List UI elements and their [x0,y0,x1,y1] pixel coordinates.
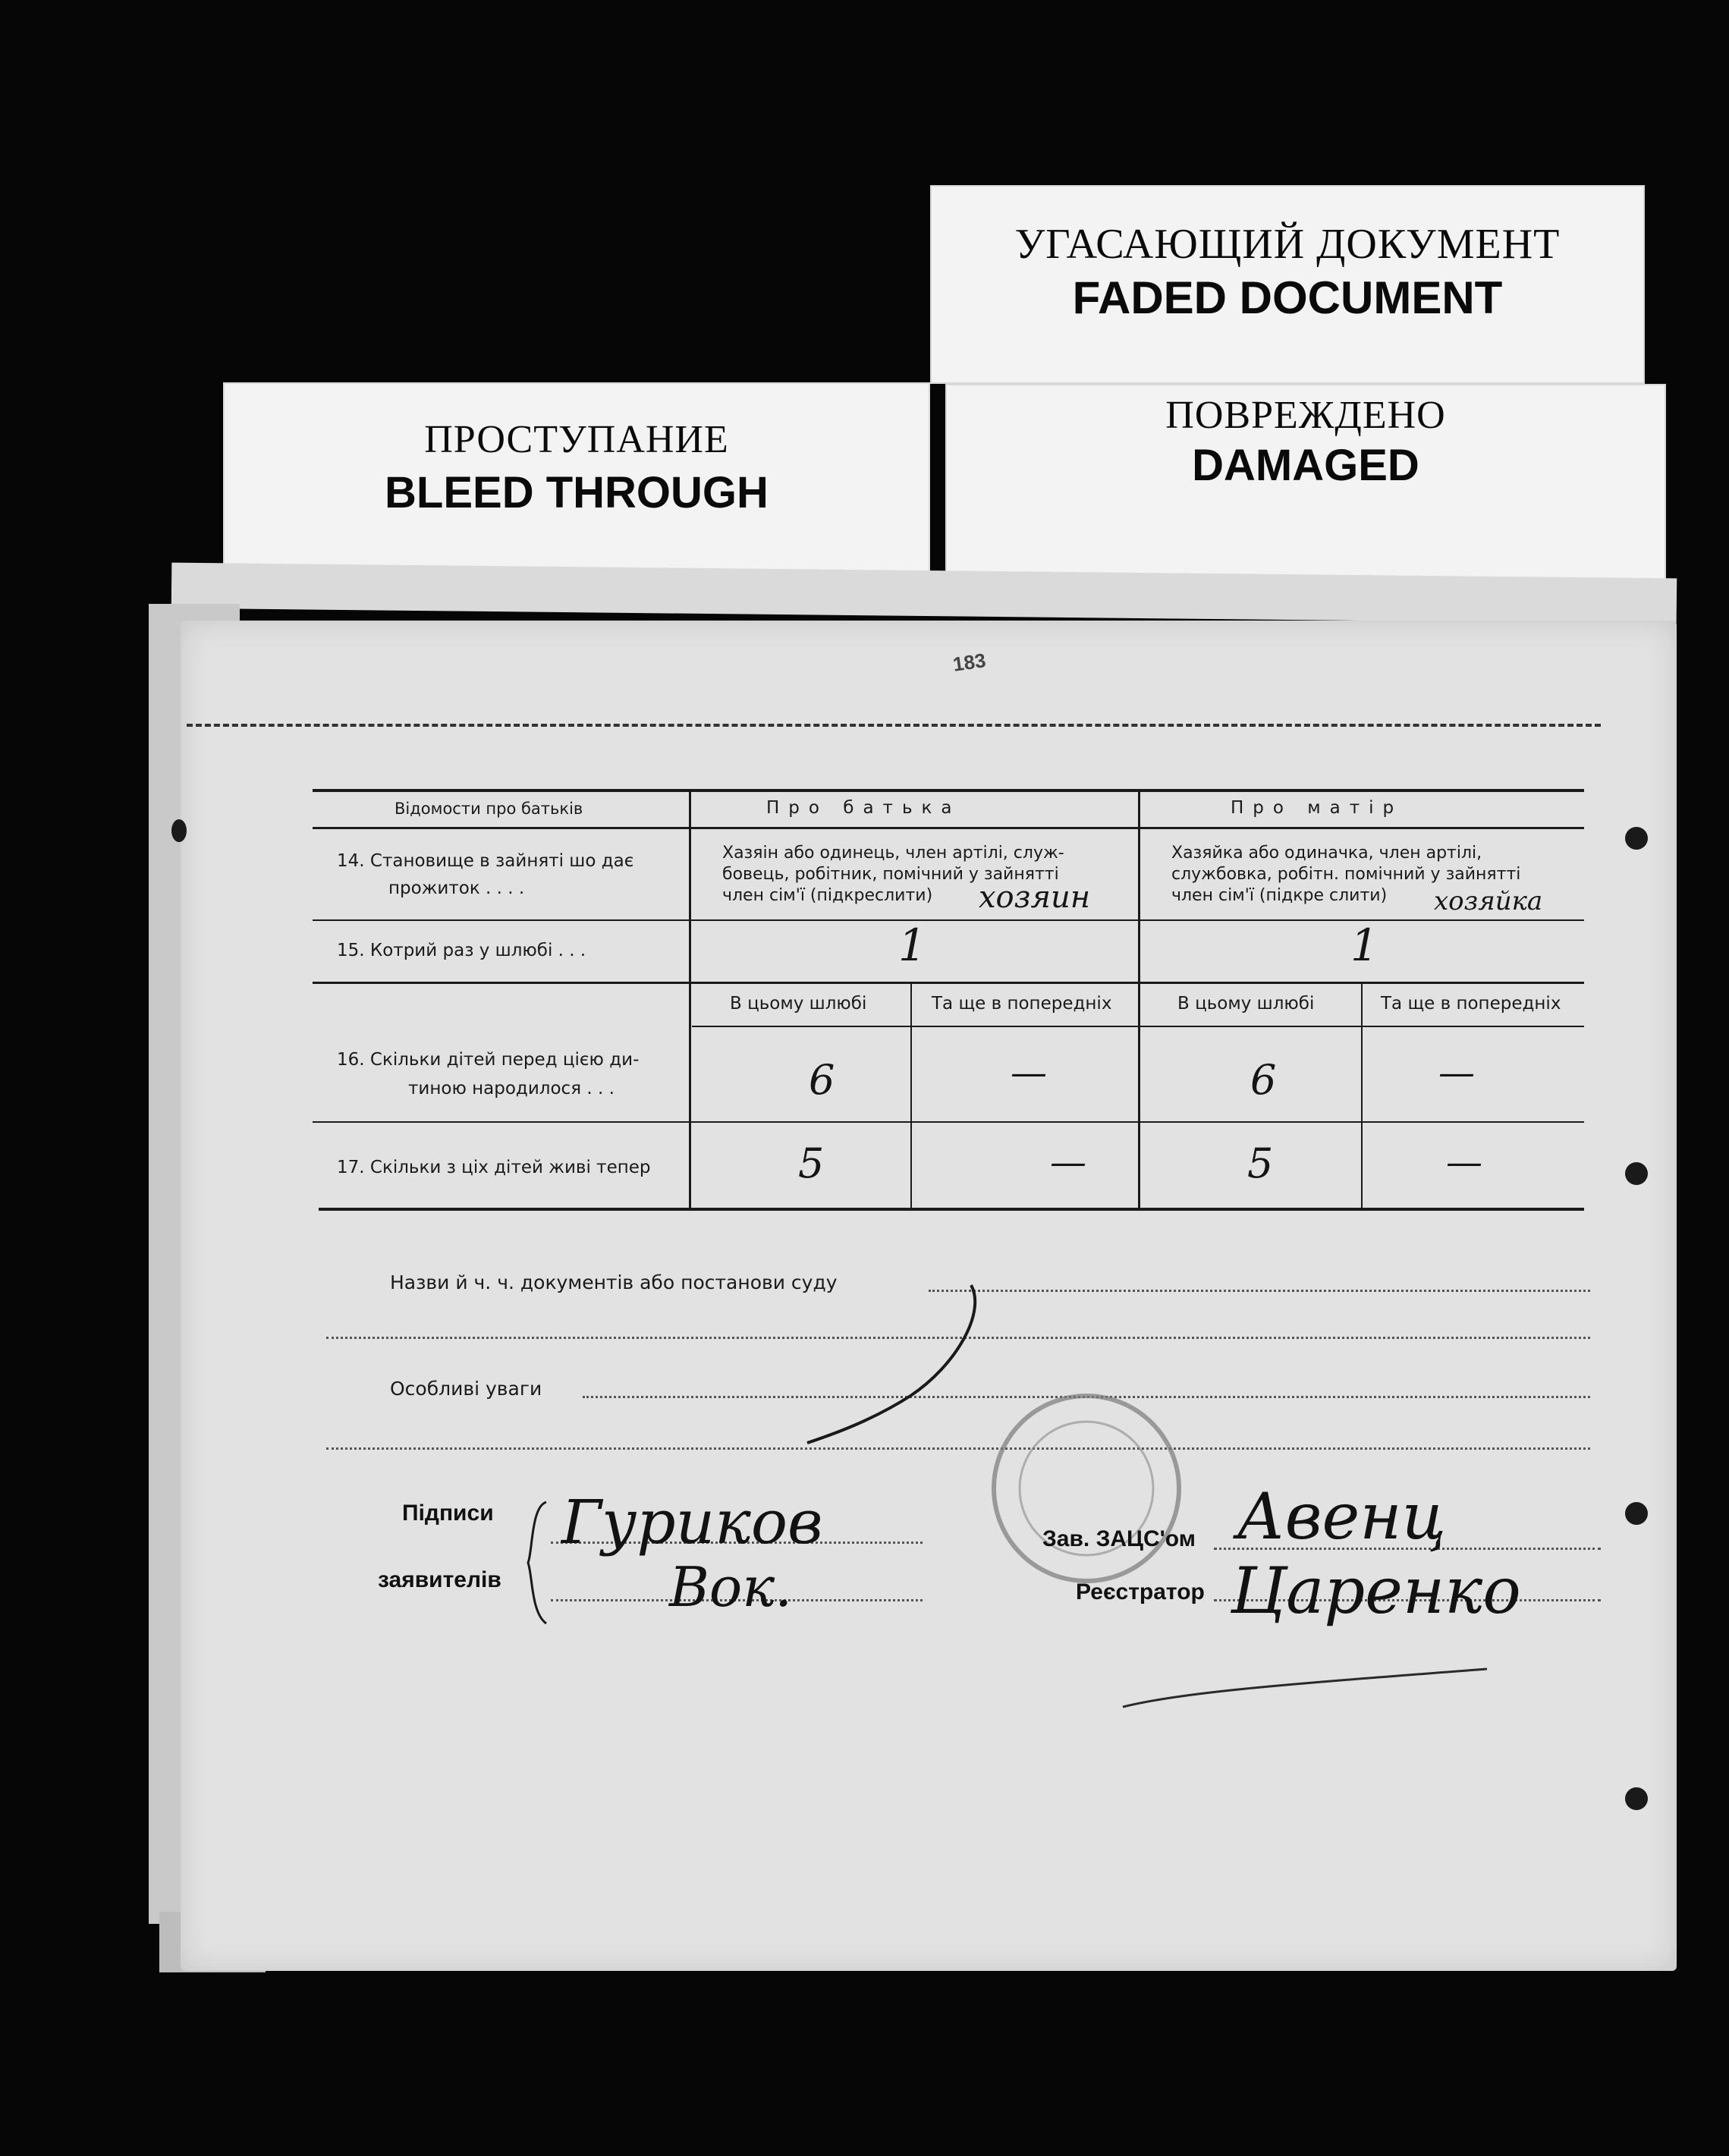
faded-label-ru: УГАСАЮЩИЙ ДОКУМЕНТ [1014,221,1561,268]
bleed-label-en: BLEED THROUGH [385,468,769,517]
row14-mother-line3: член сім'ї (підкре слити) [1171,886,1388,905]
subheader-father-previous: Та ще в попередніх [932,994,1112,1014]
row14-label-line1: 14. Становище в зайняті шо дає [337,851,634,871]
header-fragment: 183 [951,649,988,676]
row15-father-value: 1 [898,919,926,971]
row16-father-this: 6 [809,1056,835,1104]
remarks-label: Особливі уваги [390,1378,542,1400]
row14-mother-line1: Хазяйка або одиначка, член артілі, [1171,844,1482,863]
registrar-label: Реєстратор [1076,1579,1205,1604]
applicant-signature-1: Гуриков [561,1487,823,1557]
row14-father-line2: бовець, робітник, помічний у зайнятті [722,865,1059,884]
row17-father-this: 5 [798,1139,825,1187]
subheader-mother-this-marriage: В цьому шлюбі [1177,994,1315,1014]
row14-mother-value: хозяйка [1434,886,1543,916]
damaged-label-en: DAMAGED [1192,441,1419,490]
row16-label-line1: 16. Скільки дітей перед цією ди- [337,1050,640,1070]
subheader-mother-previous: Та ще в попередніх [1381,994,1561,1014]
documents-label: Назви й ч. ч. документів або постанови суду [390,1271,838,1293]
faded-label-en: FADED DOCUMENT [1072,272,1503,323]
row14-mother-line2: службовка, робітн. помічний у зайнятті [1171,865,1521,884]
subheader-father-this-marriage: В цьому шлюбі [730,994,867,1014]
header-about-father: Про батька [766,798,961,818]
row14-father-value: хозяин [979,880,1091,915]
row17-mother-previous: — [1446,1141,1482,1183]
row16-mother-this: 6 [1250,1056,1277,1104]
row17-mother-this: 5 [1247,1139,1274,1187]
row17-label: 17. Скільки з ціх дітей живі тепер [337,1158,651,1177]
header-parents-info: Відомости про батьків [395,800,583,818]
row15-label: 15. Котрий раз у шлюбі . . . [337,941,586,960]
damaged-label-ru: ПОВРЕЖДЕНО [1165,394,1446,437]
head-signature: Авенц [1237,1479,1447,1554]
row16-label-line2: тиною народилося . . . [408,1079,615,1098]
applicants-label-line2: заявителів [378,1567,501,1592]
bracket [523,1499,554,1628]
row17-father-previous: — [1050,1141,1086,1183]
head-zags-label: Зав. ЗАЦС'ом [1042,1526,1196,1551]
row14-father-line1: Хазяін або одинець, член артілі, служ- [722,844,1064,863]
registrar-signature: Царенко [1231,1554,1521,1628]
bleed-label-ru: ПРОСТУПАНИЕ [424,418,729,461]
row16-father-previous: — [1011,1051,1047,1094]
row14-father-line3: член сім'ї (підкреслити) [722,886,933,905]
row15-mother-value: 1 [1350,919,1378,971]
row16-mother-previous: — [1438,1051,1475,1094]
applicant-signature-2: Вок. [669,1555,793,1619]
row14-label-line2: прожиток . . . . [388,878,525,898]
applicants-label-line1: Підписи [402,1501,494,1526]
header-about-mother: Про матір [1231,798,1404,818]
